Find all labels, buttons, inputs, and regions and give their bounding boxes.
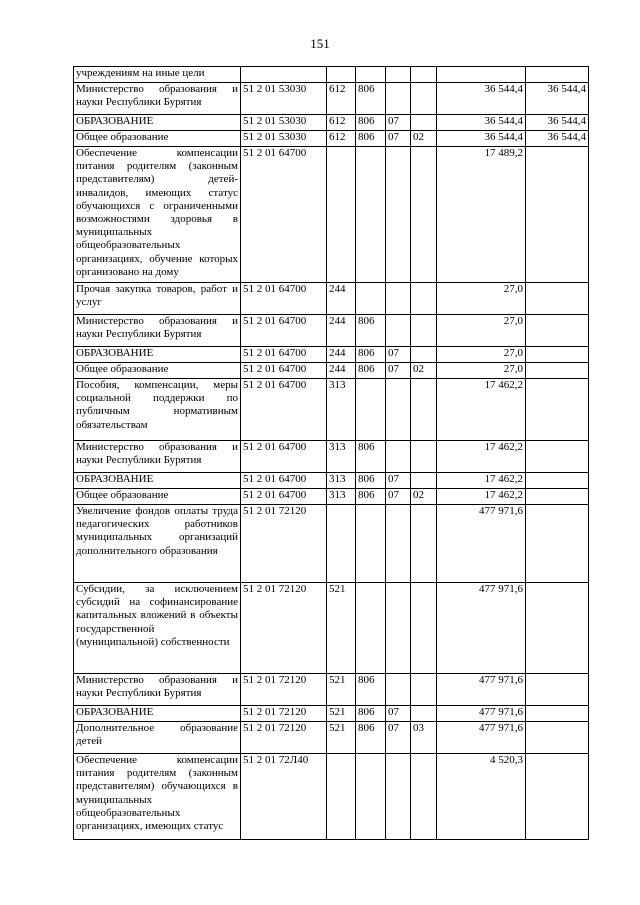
- target-article-code: 51 2 01 64700: [241, 283, 327, 315]
- section-code: [386, 147, 411, 283]
- amount-federal: [526, 473, 589, 489]
- target-article-code: 51 2 01 72120: [241, 706, 327, 722]
- ministry-code: [356, 583, 386, 674]
- table-row: [74, 754, 589, 840]
- expense-type-code: 612: [327, 131, 356, 147]
- expense-type-code: 244: [327, 283, 356, 315]
- row-name: Обеспечение компенсации питания родителям (законным представителям) детей-инвалидов, имеющих статус обучающихся с ограниченными возможностями здоровья в муниципальных общеобразовательных организациях, обучение которых организовано на дому: [74, 147, 241, 283]
- subsection-code: 02: [411, 489, 437, 505]
- amount-total: 477 971,6: [437, 722, 526, 754]
- expense-type-code: [327, 147, 356, 283]
- subsection-code: [411, 379, 437, 441]
- section-code: [386, 283, 411, 315]
- subsection-code: [411, 115, 437, 131]
- table-row: [74, 706, 589, 722]
- amount-total: 4 520,3: [437, 754, 526, 840]
- row-name: учреждениям на иные цели: [74, 67, 241, 83]
- amount-federal: [526, 283, 589, 315]
- row-name: Пособия, компенсации, меры социальной поддержки по публичным нормативным обязательствам: [74, 379, 241, 441]
- section-code: 07: [386, 722, 411, 754]
- section-code: [386, 67, 411, 83]
- row-name: Министерство образования и науки Республики Бурятия: [74, 315, 241, 347]
- row-name: Увеличение фондов оплаты труда педагогических работников муниципальных организаций дополнительного образования: [74, 505, 241, 583]
- row-name: ОБРАЗОВАНИЕ: [74, 706, 241, 722]
- expense-type-code: 313: [327, 379, 356, 441]
- amount-total: 17 462,2: [437, 473, 526, 489]
- expense-type-code: 244: [327, 363, 356, 379]
- table-row: [74, 83, 589, 115]
- amount-federal: [526, 147, 589, 283]
- section-code: [386, 583, 411, 674]
- section-code: 07: [386, 347, 411, 363]
- amount-total: 17 489,2: [437, 147, 526, 283]
- section-code: [386, 674, 411, 706]
- table-row: [74, 363, 589, 379]
- target-article-code: 51 2 01 64700: [241, 147, 327, 283]
- target-article-code: 51 2 01 64700: [241, 315, 327, 347]
- section-code: 07: [386, 473, 411, 489]
- section-code: [386, 441, 411, 473]
- amount-total: 27,0: [437, 347, 526, 363]
- amount-federal: [526, 379, 589, 441]
- expense-type-code: 521: [327, 674, 356, 706]
- ministry-code: [356, 505, 386, 583]
- ministry-code: 806: [356, 441, 386, 473]
- amount-federal: [526, 363, 589, 379]
- amount-total: 477 971,6: [437, 583, 526, 674]
- target-article-code: 51 2 01 64700: [241, 489, 327, 505]
- amount-total: 477 971,6: [437, 674, 526, 706]
- amount-federal: [526, 706, 589, 722]
- target-article-code: 51 2 01 53030: [241, 83, 327, 115]
- amount-federal: [526, 441, 589, 473]
- expense-type-code: 521: [327, 583, 356, 674]
- expense-type-code: 244: [327, 315, 356, 347]
- subsection-code: [411, 315, 437, 347]
- table-row: [74, 441, 589, 473]
- expense-type-code: 313: [327, 473, 356, 489]
- amount-total: [437, 67, 526, 83]
- subsection-code: 02: [411, 131, 437, 147]
- budget-table: [73, 66, 589, 840]
- ministry-code: 806: [356, 489, 386, 505]
- table-row: [74, 489, 589, 505]
- ministry-code: 806: [356, 115, 386, 131]
- target-article-code: 51 2 01 72120: [241, 505, 327, 583]
- expense-type-code: [327, 505, 356, 583]
- subsection-code: [411, 473, 437, 489]
- expense-type-code: [327, 67, 356, 83]
- row-name: Министерство образования и науки Республики Бурятия: [74, 83, 241, 115]
- row-name: Министерство образования и науки Республики Бурятия: [74, 441, 241, 473]
- section-code: [386, 83, 411, 115]
- ministry-code: [356, 67, 386, 83]
- target-article-code: 51 2 01 64700: [241, 363, 327, 379]
- row-name: ОБРАЗОВАНИЕ: [74, 347, 241, 363]
- subsection-code: 03: [411, 722, 437, 754]
- row-name: Общее образование: [74, 131, 241, 147]
- ministry-code: [356, 754, 386, 840]
- ministry-code: [356, 379, 386, 441]
- amount-federal: [526, 315, 589, 347]
- row-name: Прочая закупка товаров, работ и услуг: [74, 283, 241, 315]
- subsection-code: [411, 67, 437, 83]
- ministry-code: 806: [356, 131, 386, 147]
- target-article-code: 51 2 01 72120: [241, 583, 327, 674]
- subsection-code: [411, 147, 437, 283]
- ministry-code: 806: [356, 473, 386, 489]
- expense-type-code: [327, 754, 356, 840]
- amount-federal: [526, 489, 589, 505]
- section-code: [386, 379, 411, 441]
- amount-federal: [526, 347, 589, 363]
- subsection-code: [411, 283, 437, 315]
- section-code: [386, 505, 411, 583]
- amount-total: 27,0: [437, 283, 526, 315]
- section-code: [386, 315, 411, 347]
- amount-federal: [526, 67, 589, 83]
- target-article-code: 51 2 01 72120: [241, 722, 327, 754]
- subsection-code: [411, 706, 437, 722]
- section-code: 07: [386, 489, 411, 505]
- ministry-code: 806: [356, 706, 386, 722]
- subsection-code: 02: [411, 363, 437, 379]
- amount-federal: [526, 505, 589, 583]
- amount-total: 36 544,4: [437, 131, 526, 147]
- section-code: 07: [386, 131, 411, 147]
- amount-total: 477 971,6: [437, 706, 526, 722]
- expense-type-code: 244: [327, 347, 356, 363]
- subsection-code: [411, 83, 437, 115]
- expense-type-code: 521: [327, 706, 356, 722]
- amount-federal: 36 544,4: [526, 83, 589, 115]
- expense-type-code: 612: [327, 115, 356, 131]
- ministry-code: 806: [356, 722, 386, 754]
- target-article-code: 51 2 01 72120: [241, 674, 327, 706]
- row-name: Общее образование: [74, 489, 241, 505]
- amount-total: 17 462,2: [437, 441, 526, 473]
- target-article-code: 51 2 01 53030: [241, 115, 327, 131]
- section-code: 07: [386, 115, 411, 131]
- amount-total: 477 971,6: [437, 505, 526, 583]
- table-row: [74, 131, 589, 147]
- table-row: [74, 379, 589, 441]
- amount-total: 36 544,4: [437, 83, 526, 115]
- ministry-code: [356, 283, 386, 315]
- expense-type-code: 313: [327, 441, 356, 473]
- row-name: Обеспечение компенсации питания родителям (законным представителям) обучающихся в муниципальных общеобразовательных организациях, имеющих статус: [74, 754, 241, 840]
- table-row: [74, 147, 589, 283]
- table-row: [74, 347, 589, 363]
- subsection-code: [411, 347, 437, 363]
- table-row: [74, 115, 589, 131]
- row-name: Дополнительное образование детей: [74, 722, 241, 754]
- subsection-code: [411, 505, 437, 583]
- target-article-code: 51 2 01 64700: [241, 379, 327, 441]
- amount-federal: [526, 754, 589, 840]
- table-row: [74, 722, 589, 754]
- table-row: [74, 283, 589, 315]
- ministry-code: 806: [356, 674, 386, 706]
- target-article-code: 51 2 01 53030: [241, 131, 327, 147]
- section-code: 07: [386, 363, 411, 379]
- amount-federal: 36 544,4: [526, 115, 589, 131]
- target-article-code: 51 2 01 64700: [241, 347, 327, 363]
- ministry-code: 806: [356, 363, 386, 379]
- row-name: ОБРАЗОВАНИЕ: [74, 473, 241, 489]
- subsection-code: [411, 441, 437, 473]
- table-row: [74, 67, 589, 83]
- page-number: 151: [310, 36, 330, 51]
- row-name: Субсидии, за исключением субсидий на софинансирование капитальных вложений в объекты государственной (муниципальной) собственности: [74, 583, 241, 674]
- target-article-code: 51 2 01 64700: [241, 441, 327, 473]
- amount-federal: [526, 583, 589, 674]
- section-code: 07: [386, 706, 411, 722]
- amount-total: 17 462,2: [437, 379, 526, 441]
- amount-federal: [526, 722, 589, 754]
- amount-total: 36 544,4: [437, 115, 526, 131]
- ministry-code: 806: [356, 83, 386, 115]
- amount-federal: 36 544,4: [526, 131, 589, 147]
- row-name: Министерство образования и науки Республики Бурятия: [74, 674, 241, 706]
- table-row: [74, 315, 589, 347]
- ministry-code: 806: [356, 347, 386, 363]
- subsection-code: [411, 754, 437, 840]
- target-article-code: 51 2 01 72Л40: [241, 754, 327, 840]
- expense-type-code: 521: [327, 722, 356, 754]
- expense-type-code: 313: [327, 489, 356, 505]
- amount-total: 17 462,2: [437, 489, 526, 505]
- expense-type-code: 612: [327, 83, 356, 115]
- target-article-code: [241, 67, 327, 83]
- ministry-code: [356, 147, 386, 283]
- amount-total: 27,0: [437, 315, 526, 347]
- table-row: [74, 473, 589, 489]
- row-name: ОБРАЗОВАНИЕ: [74, 115, 241, 131]
- table-row: [74, 583, 589, 674]
- ministry-code: 806: [356, 315, 386, 347]
- amount-total: 27,0: [437, 363, 526, 379]
- section-code: [386, 754, 411, 840]
- subsection-code: [411, 583, 437, 674]
- table-row: [74, 674, 589, 706]
- table-row: [74, 505, 589, 583]
- subsection-code: [411, 674, 437, 706]
- row-name: Общее образование: [74, 363, 241, 379]
- amount-federal: [526, 674, 589, 706]
- target-article-code: 51 2 01 64700: [241, 473, 327, 489]
